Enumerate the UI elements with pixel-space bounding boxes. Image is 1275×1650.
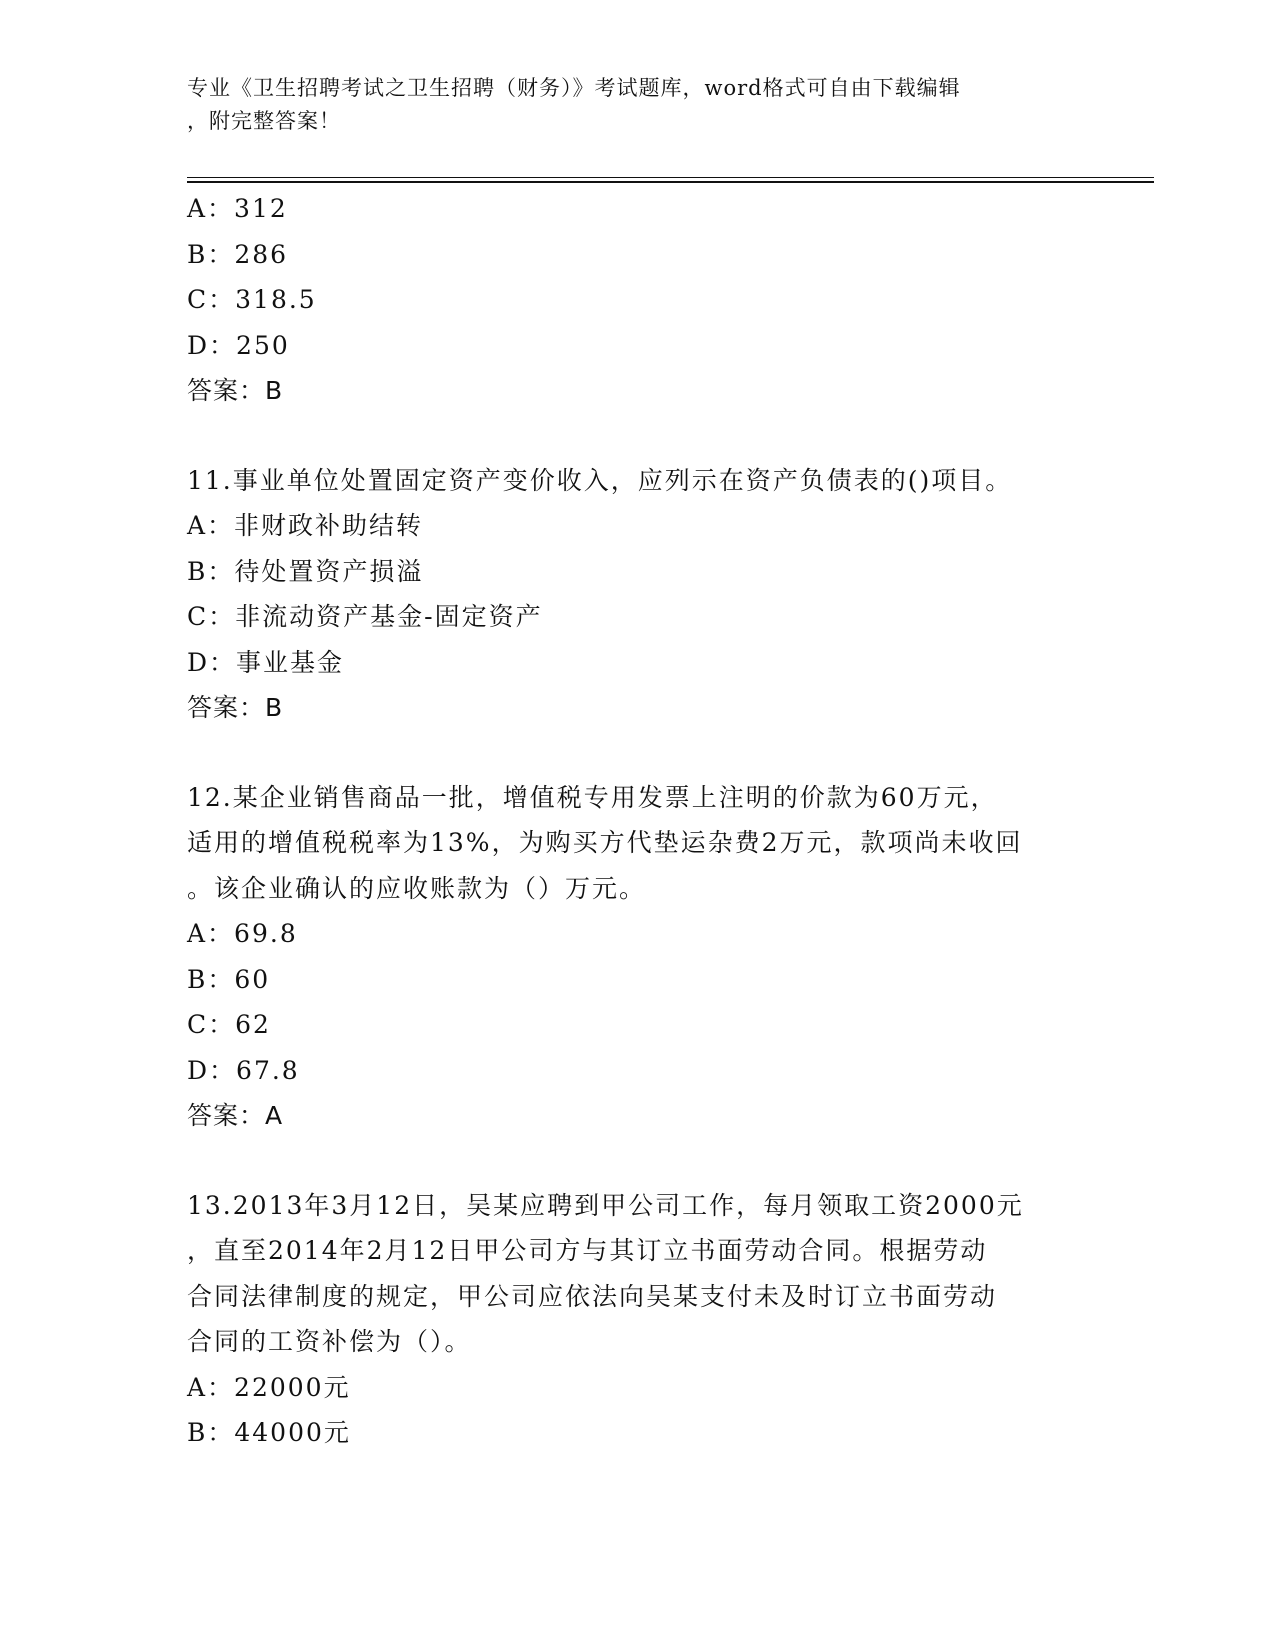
header-divider (187, 177, 1154, 183)
header-line-2: ，附完整答案！ (187, 109, 341, 133)
option-d: D：事业基金 (187, 647, 345, 677)
answer: 答案：B (187, 376, 284, 405)
option-d: D：67.8 (187, 1055, 300, 1085)
question-11 (187, 458, 1087, 731)
question-stem-line: ，直至2014年2月12日甲公司方与其订立书面劳动合同。根据劳动 (187, 1236, 988, 1265)
header-line-1: 专业《卫生招聘考试之卫生招聘（财务）》考试题库，word格式可自由下载编辑 (187, 76, 961, 100)
option-a: A：非财政补助结转 (187, 511, 424, 540)
option-b: B：60 (187, 964, 271, 994)
option-b: B：44000元 (187, 1418, 351, 1447)
answer: 答案：A (187, 1101, 284, 1130)
question-13 (187, 1183, 1087, 1456)
option-b: B：286 (187, 239, 289, 269)
option-a: A：22000元 (187, 1372, 351, 1402)
question-10 (187, 186, 1087, 414)
document-header (187, 72, 1067, 138)
question-stem-line: 12.某企业销售商品一批，增值税专用发票上注明的价款为60万元， (187, 782, 998, 812)
question-stem-line: 13.2013年3月12日，吴某应聘到甲公司工作，每月领取工资2000元 (187, 1190, 1024, 1220)
option-c: C：非流动资产基金-固定资产 (187, 602, 543, 631)
answer: 答案：B (187, 693, 284, 722)
question-stem-line: 适用的增值税税率为13%，为购买方代垫运杂费2万元，款项尚未收回 (187, 828, 1023, 857)
question-stem-line: 合同法律制度的规定，甲公司应依法向吴某支付未及时订立书面劳动 (187, 1281, 998, 1311)
question-list (187, 186, 1087, 1456)
question-stem: 11.事业单位处置固定资产变价收入，应列示在资产负债表的()项目。 (187, 465, 1013, 495)
option-d: D：250 (187, 330, 290, 360)
question-stem-line: 。该企业确认的应收账款为（）万元。 (187, 873, 647, 903)
option-a: A：312 (187, 194, 288, 223)
question-stem-line: 合同的工资补偿为（）。 (187, 1327, 472, 1356)
option-c: C：62 (187, 1010, 271, 1039)
option-a: A：69.8 (187, 919, 298, 948)
option-c: C：318.5 (187, 285, 317, 314)
question-12 (187, 775, 1087, 1139)
option-b: B：待处置资产损溢 (187, 556, 424, 586)
